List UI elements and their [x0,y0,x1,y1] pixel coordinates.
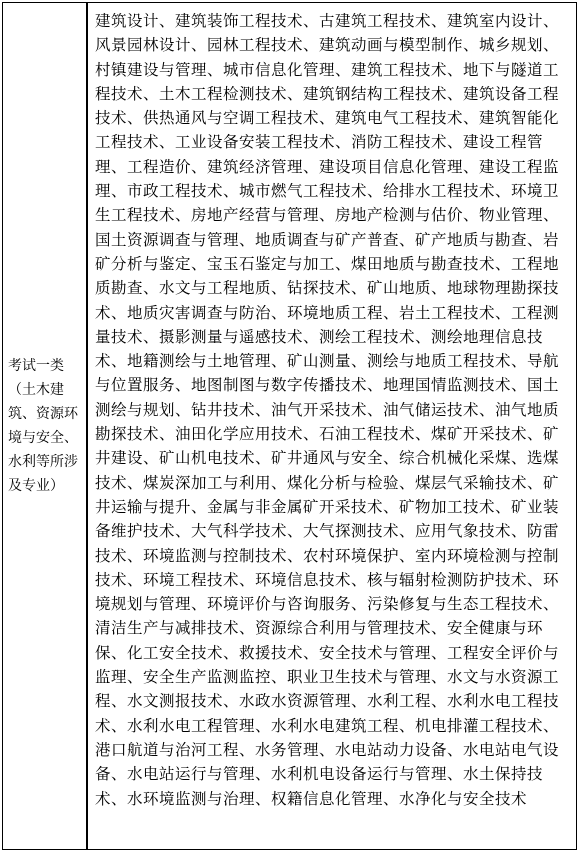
majors-table [2,2,577,850]
majors-cell [88,3,576,849]
majors-list-text: 建筑设计、建筑装饰工程技术、古建筑工程技术、建筑室内设计、风景园林设计、园林工程技术、建筑动画与模型制作、城乡规划、村镇建设与管理、城市信息化管理、建筑工程技术、地下与隧道工程技术、土木工程检测技术、建筑钢结构工程技术、建筑设备工程技术、供热通风与空调工程技术、建筑电气工程技术、建筑智能化工程技术、工业设备安装工程技术、消防工程技术、建设工程管理、工程造价、建筑经济管理、建设项目信息化管理、建设工程监理、市政工程技术、城市燃气工程技术、给排水工程技术、环境卫生工程技术、房地产经营与管理、房地产检测与估价、物业管理、国土资源调查与管理、地质调查与矿产普查、矿产地质与勘查、岩矿分析与鉴定、宝玉石鉴定与加工、煤田地质与勘查技术、工程地质勘查、水文与工程地质、钻探技术、矿山地质、地球物理勘探技术、地质灾害调查与防治、环境地质工程、岩土工程技术、工程测量技术、摄影测量与遥感技术、测绘工程技术、测绘地理信息技术、地籍测绘与土地管理、矿山测量、测绘与地质工程技术、导航与位置服务、地图制图与数字传播技术、地理国情监测技术、国土测绘与规划、钻井技术、油气开采技术、油气储运技术、油气地质勘探技术、油田化学应用技术、石油工程技术、煤矿开采技术、矿井建设、矿山机电技术、矿井通风与安全、综合机械化采煤、选煤技术、煤炭深加工与利用、煤化分析与检验、煤层气采输技术、矿井运输与提升、金属与非金属矿开采技术、矿物加工技术、矿业装备维护技术、大气科学技术、大气探测技术、应用气象技术、防雷技术、环境监测与控制技术、农村环境保护、室内环境检测与控制技术、环境工程技术、环境信息技术、核与辐射检测防护技术、环境规划与管理、环境评价与咨询服务、污染修复与生态工程技术、清洁生产与减排技术、资源综合利用与管理技术、安全健康与环保、化工安全技术、救援技术、安全技术与管理、工程安全评价与监理、安全生产监测监控、职业卫生技术与管理、水文与水资源工程、水文测报技术、水政水资源管理、水利工程、水利水电工程技术、水利水电工程管理、水利水电建筑工程、机电排灌工程技术、港口航道与治河工程、水务管理、水电站动力设备、水电站电气设备、水电站运行与管理、水利机电设备运行与管理、水土保持技术、水环境监测与治理、权籍信息化管理、水净化与安全技术 [95,12,560,808]
category-cell [3,3,88,849]
category-label: 考试一类（土木建筑、资源环境与安全、水利等所涉及专业） [8,358,78,494]
